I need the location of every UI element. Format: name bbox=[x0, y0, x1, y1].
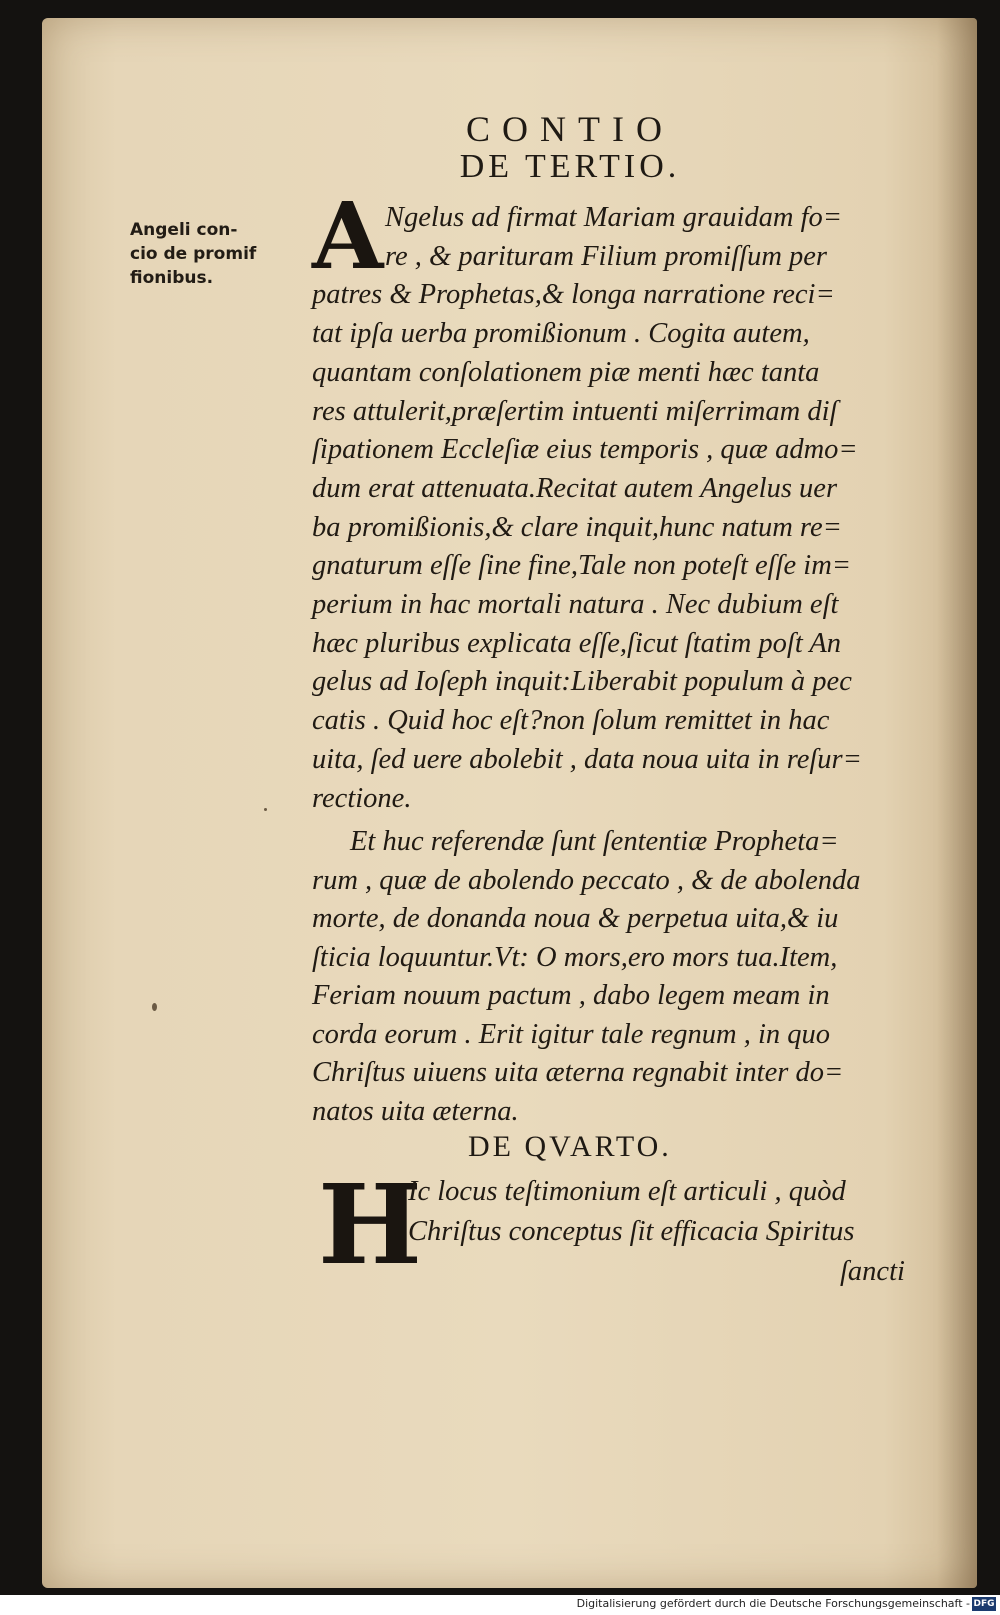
text-line: Feriam nouum pactum , dabo legem meam in bbox=[312, 980, 830, 1011]
text-line: gnaturum eſſe ſine fine,Tale non poteſt eſſe im= bbox=[312, 550, 852, 582]
dfg-logo: DFG bbox=[973, 1599, 995, 1609]
text-line: morte, de donanda noua & perpetua uita,& iu bbox=[312, 903, 839, 934]
marginal-note bbox=[130, 218, 310, 290]
section-heading-quarto: DE QVARTO. bbox=[468, 1130, 672, 1163]
text-line: catis . Quid hoc eſt?non ſolum remittet in hac bbox=[312, 705, 830, 737]
text-line: patres & Prophetas,& longa narratione reci= bbox=[312, 279, 835, 311]
text-line: tat ipſa uerba promißionum . Cogita autem, bbox=[312, 318, 810, 350]
text-line: Chriſtus conceptus ſit efficacia Spiritus bbox=[408, 1216, 855, 1247]
text-line: re , & parituram Filium promiſſum per bbox=[385, 240, 828, 272]
marginal-note-line: fionibus. bbox=[130, 268, 214, 288]
text-line: quantam conſolationem piæ menti hæc tanta bbox=[312, 356, 820, 388]
paper-speck bbox=[152, 1003, 157, 1011]
text-line: perium in hac mortali natura . Nec dubium eſt bbox=[312, 589, 839, 620]
text-line: rum , quæ de abolendo peccato , & de abolenda bbox=[312, 864, 861, 896]
text-line: uita, ſed uere abolebit , data noua uita in reſur= bbox=[312, 743, 862, 775]
marginal-note-line: cio de promif bbox=[130, 244, 257, 264]
text-line: ſancti bbox=[840, 1256, 905, 1287]
text-line: natos uita æterna. bbox=[312, 1095, 519, 1127]
text-line: rectione. bbox=[312, 782, 412, 814]
text-line: Ic locus teſtimonium eſt articuli , quòd bbox=[408, 1176, 846, 1207]
dropcap-h: H bbox=[318, 1160, 422, 1289]
text-line: ba promißionis,& clare inquit,hunc natum re= bbox=[312, 511, 842, 543]
text-line: Chriſtus uiuens uita æterna regnabit inter do= bbox=[312, 1057, 844, 1088]
text-line: Et huc referendæ ſunt ſententiæ Propheta= bbox=[350, 826, 839, 857]
text-line: dum erat attenuata.Recitat autem Angelus uer bbox=[312, 472, 838, 504]
running-header: CONTIO bbox=[466, 109, 674, 149]
text-line: res attulerit,præſertim intuenti miſerrimam diſ bbox=[312, 395, 838, 427]
text-line: gelus ad Ioſeph inquit:Liberabit populum à pec bbox=[312, 666, 852, 698]
text-line: corda eorum . Erit igitur tale regnum , in quo bbox=[312, 1018, 830, 1050]
page-edge-shadow bbox=[937, 18, 977, 1588]
paper-speck bbox=[264, 808, 267, 811]
footer-bar bbox=[0, 1595, 1000, 1615]
dropcap-a: A bbox=[312, 182, 384, 290]
text-line: hæc pluribus explicata eſſe,ſicut ſtatim poſt An bbox=[312, 627, 842, 659]
footer-credit: Digitalisierung gefördert durch die Deutsche Forschungsgemeinschaft - bbox=[576, 1597, 970, 1610]
text-line: ſipationem Eccleſiæ eius temporis , quæ admo= bbox=[312, 434, 858, 466]
section-heading-tertio: DE TERTIO. bbox=[459, 148, 681, 185]
text-line: Ngelus ad firmat Mariam grauidam fo= bbox=[385, 202, 843, 233]
marginal-note-line: Angeli con- bbox=[130, 220, 238, 240]
text-line: ſticia loquuntur.Vt: O mors,ero mors tua.Item, bbox=[312, 941, 838, 973]
